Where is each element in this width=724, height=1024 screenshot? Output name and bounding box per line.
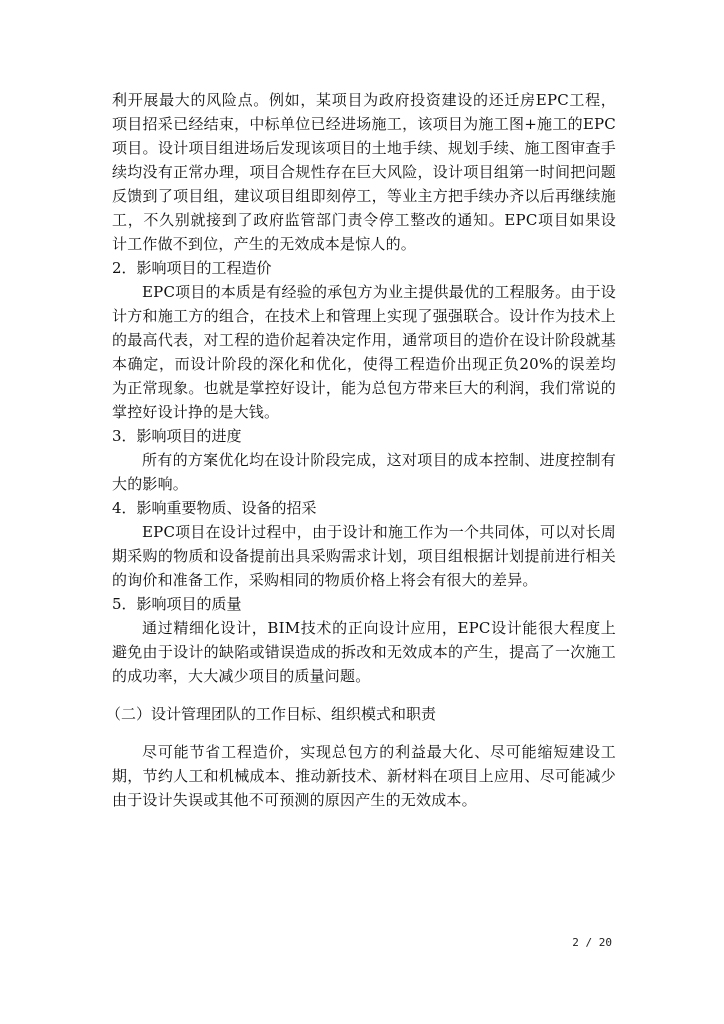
paragraph-goals: 尽可能节省工程造价，实现总包方的利益最大化、尽可能缩短建设工期，节约人工和机械成本、推动新技术、新材料在项目上应用、尽可能减少由于设计失误或其他不可预测的原因产生的无效成本。 [112,743,616,809]
heading-cost: 2．影响项目的工程造价 [112,259,272,277]
paragraph-schedule: 所有的方案优化均在设计阶段完成，这对项目的成本控制、进度控制有大的影响。 [112,451,616,493]
paragraph-risk-example: 利开展最大的风险点。例如，某项目为政府投资建设的还迁房EPC工程，项目招采已经结束，中标单位已经进场施工，该项目为施工图+施工的EPC项目。设计项目组进场后发现该项目的土地手续、规划手续、施工图审查手续均没有正常办理，项目合规性存在巨大风险，设计项目组第一时间把问题反馈到了项目组，建议项目组即刻停工，等业主方把手续办齐以后再继续施工，不久别就接到了政府监管部门责令停工整改的通知。EPC项目如果设计工作做不到位，产生的无效成本是惊人的。 [112,91,616,253]
heading-procurement: 4．影响重要物质、设备的招采 [112,499,317,517]
heading-schedule: 3．影响项目的进度 [112,427,242,445]
section-heading-design-team: （二）设计管理团队的工作目标、组织模式和职责 [106,705,437,723]
document-body [106,88,616,812]
paragraph-quality: 通过精细化设计，BIM技术的正向设计应用，EPC设计能很大程度上避免由于设计的缺陷或错误造成的拆改和无效成本的产生，提高了一次施工的成功率，大大减少项目的质量问题。 [112,619,616,685]
page-number: 2 / 20 [572,936,612,949]
paragraph-cost: EPC项目的本质是有经验的承包方为业主提供最优的工程服务。由于设计方和施工方的组合，在技术上和管理上实现了强强联合。设计作为技术上的最高代表，对工程的造价起着决定作用，通常项目的造价在设计阶段就基本确定，而设计阶段的深化和优化，使得工程造价出现正负20%的误差均为正常现象。也就是掌控好设计，能为总包方带来巨大的利润，我们常说的掌控好设计挣的是大钱。 [112,283,616,421]
paragraph-procurement: EPC项目在设计过程中，由于设计和施工作为一个共同体，可以对长周期采购的物质和设备提前出具采购需求计划，项目组根据计划提前进行相关的询价和准备工作，采购相同的物质价格上将会有很大的差异。 [112,523,616,589]
heading-quality: 5．影响项目的质量 [112,595,242,613]
